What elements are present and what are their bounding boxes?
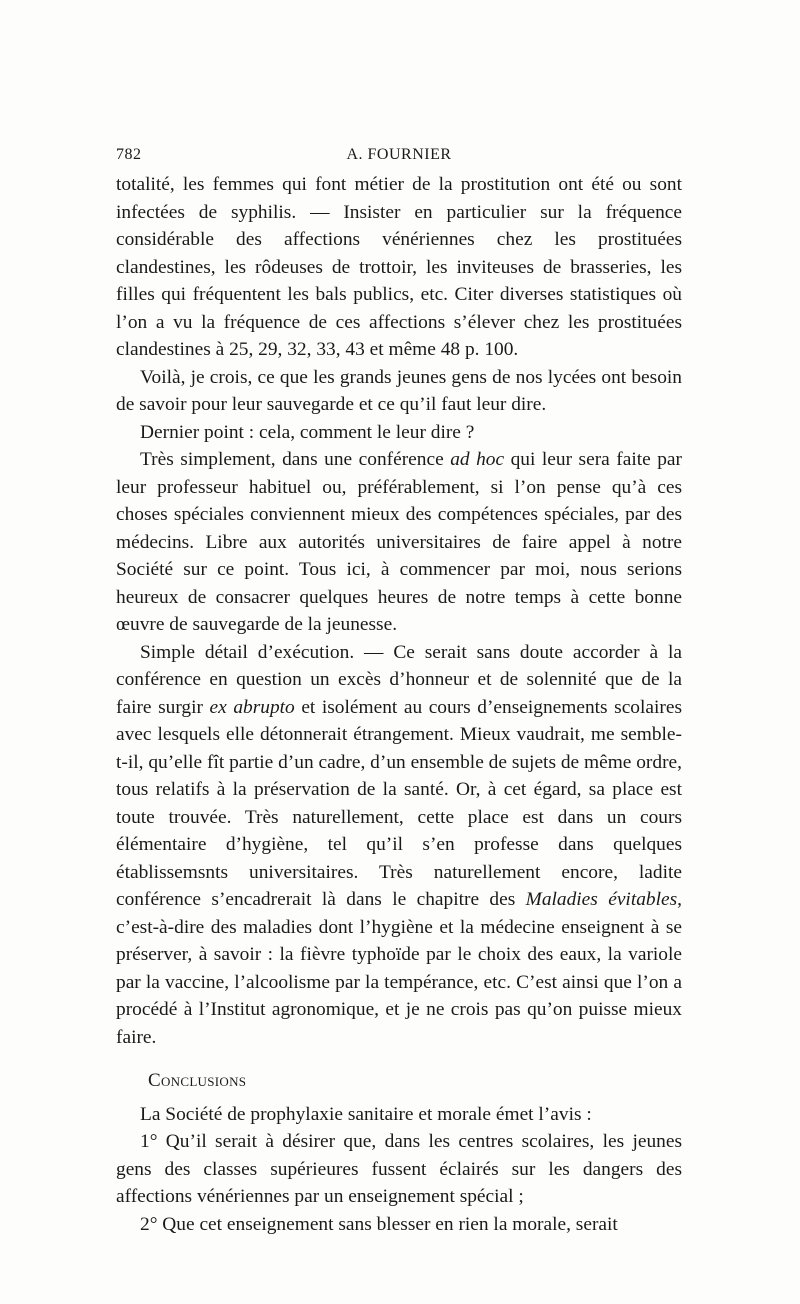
text-run: Simple détail d’exécution. — Ce serait sans doute accorder à la conférence en question un excès d’honneur et de solennité que de la faire surgir: [116, 641, 682, 718]
italic-maladies-evitables: Maladies évitables: [525, 889, 678, 910]
italic-ad-hoc: ad hoc: [450, 449, 505, 470]
page-body: [116, 171, 682, 1238]
paragraph-dernier-point: Dernier point : cela, comment le leur dire ?: [140, 421, 475, 443]
text-run: et isolément au cours d’enseignements scolaires avec lesquels elle détonnerait étrangement. Mieux vaudrait, me semble-t-il, qu’elle fît partie d’un cadre, d’un ensemble de sujets de même ordre, tous relatifs à la préservation de la santé. Or, à cet égard, sa place est toute trouvée. Très naturellement, cette place est dans un cours élémentaire d’hygiène, tel qu’il s’en professe dans quelques établissemsnts universitaires. Très naturellement encore, ladite conférence s’encadrerait là dans le chapitre des: [116, 696, 682, 910]
page-number: 782: [116, 146, 142, 163]
text-run: qui leur sera faite par leur professeur habituel ou, préférablement, si l’on pense qu’à ces choses spéciales conviennent mieux des compétences spéciales, par des médecins. Libre aux autorités universitaires de faire appel à notre Société sur ce point. Tous ici, à commencer par moi, nous serions heureux de consacrer quelques heures de notre temps à cette bonne œuvre de sauvegarde de la jeunesse.: [116, 449, 682, 635]
paragraph-execution: [116, 639, 682, 1052]
paragraph-voila: Voilà, je crois, ce que les grands jeunes gens de nos lycées ont besoin de savoir pour leur sauvegarde et ce qu’il faut leur dire.: [116, 366, 682, 415]
text-run: , c’est-à-dire des maladies dont l’hygiène et la médecine enseignent à se préserver, à savoir : la fièvre typhoïde par le choix des eaux, la variole par la vaccine, l’alcoolisme par la tempérance, etc. C’est ainsi que l’on a procédé à l’Institut agronomique, et je ne crois pas qu’on puisse mieux faire.: [116, 889, 682, 1048]
text-run: Très simplement, dans une conférence: [140, 449, 451, 470]
paragraph-conclusion-2: 2° Que cet enseignement sans blesser en rien la morale, serait: [140, 1213, 618, 1235]
page-header: [116, 146, 682, 170]
paragraph-conference: [116, 446, 682, 639]
paragraph-avis: La Société de prophylaxie sanitaire et morale émet l’avis :: [140, 1103, 592, 1125]
paragraph-statistics: totalité, les femmes qui font métier de la prostitution ont été ou sont infectées de syphilis. — Insister en particulier sur la fréquence considérable des affections vénériennes chez les prostituées clandestines, les rôdeuses de trottoir, les inviteuses de brasseries, les filles qui fréquentent les bals publics, etc. Citer diverses statistiques où l’on a vu la fréquence de ces affections s’élever chez les prostituées clandestines à 25, 29, 32, 33, 43 et même 48 p. 100.: [116, 174, 682, 360]
paragraph-conclusion-1: 1° Qu’il serait à désirer que, dans les centres scolaires, les jeunes gens des classes supérieures fussent éclairés sur les dangers des affections vénériennes par un enseignement spécial ;: [116, 1131, 682, 1207]
running-head: A. FOURNIER: [346, 146, 452, 163]
conclusions-heading: Conclusions: [148, 1070, 247, 1091]
italic-ex-abrupto: ex abrupto: [209, 696, 295, 718]
